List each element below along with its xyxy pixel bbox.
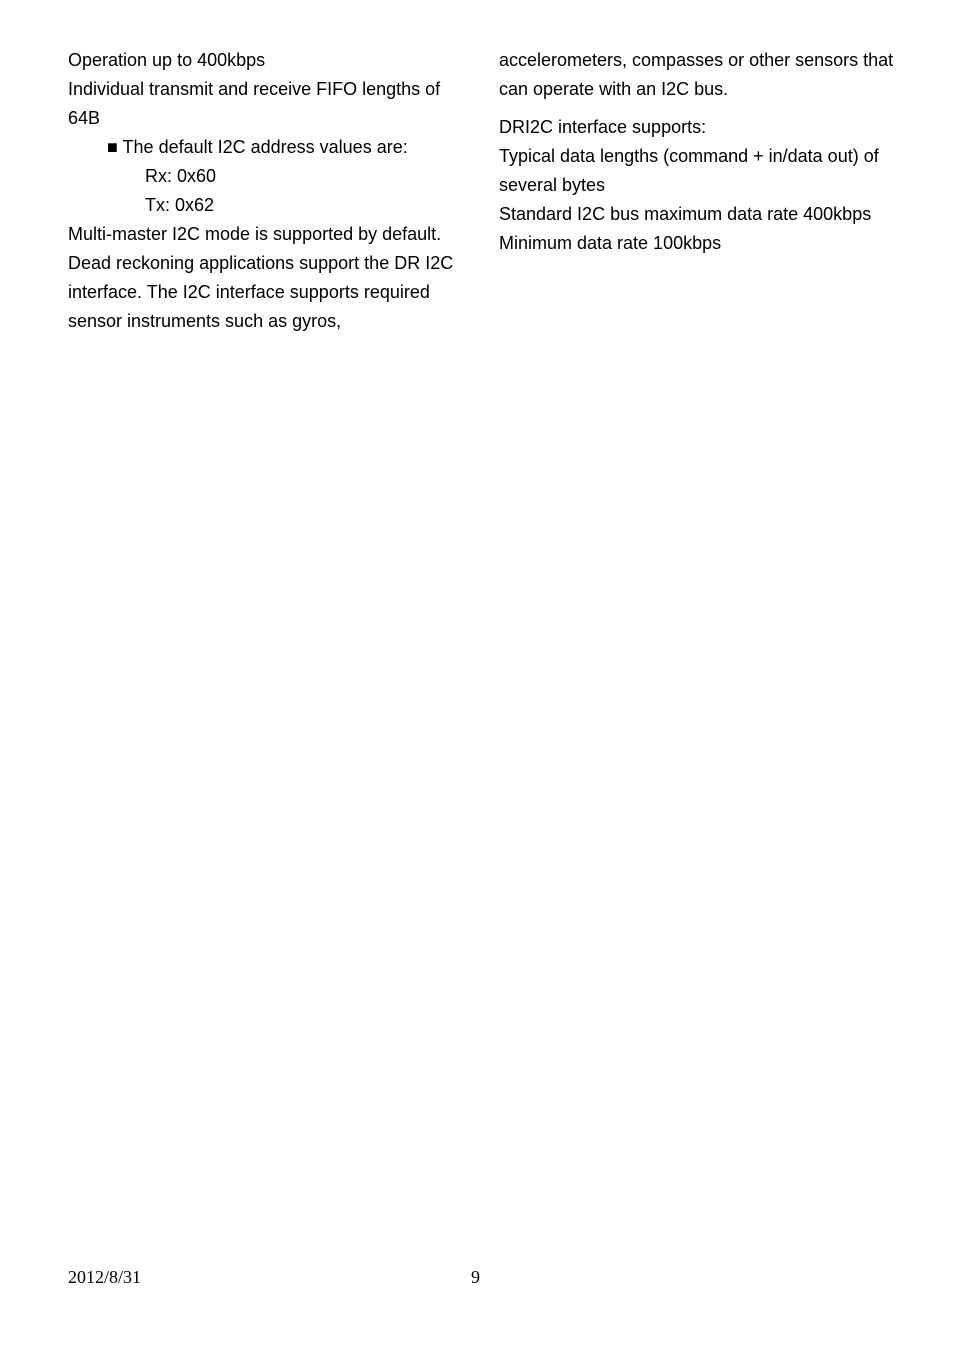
operation-rate-text: Operation up to 400kbps <box>68 50 266 70</box>
sensors-paragraph: accelerometers, compasses or other sensors that can operate with an I2C bus. <box>499 50 894 99</box>
dead-reckoning-paragraph: Dead reckoning applications support the DR I2C interface. The I2C interface supports required sensor instruments such as gyros, <box>68 253 454 331</box>
typical-data-length-text: Typical data lengths (command + in/data out) of several bytes <box>499 146 879 195</box>
page-number: 9 <box>471 1267 480 1287</box>
standard-data-rate-text: Standard I2C bus maximum data rate 400kbps <box>499 204 872 224</box>
address-values-bullet: ■ The default I2C address values are: <box>107 137 408 157</box>
dri2c-heading: DRI2C interface supports: <box>499 117 707 137</box>
footer-date: 2012/8/31 <box>68 1267 142 1287</box>
minimum-data-rate-text: Minimum data rate 100kbps <box>499 233 722 253</box>
left-column <box>68 46 473 336</box>
fifo-length-text: Individual transmit and receive FIFO lengths of 64B <box>68 79 441 128</box>
right-column <box>499 46 909 258</box>
rx-address-text: Rx: 0x60 <box>145 166 217 186</box>
tx-address-text: Tx: 0x62 <box>145 195 215 215</box>
multimaster-text: Multi-master I2C mode is supported by default. <box>68 224 442 244</box>
